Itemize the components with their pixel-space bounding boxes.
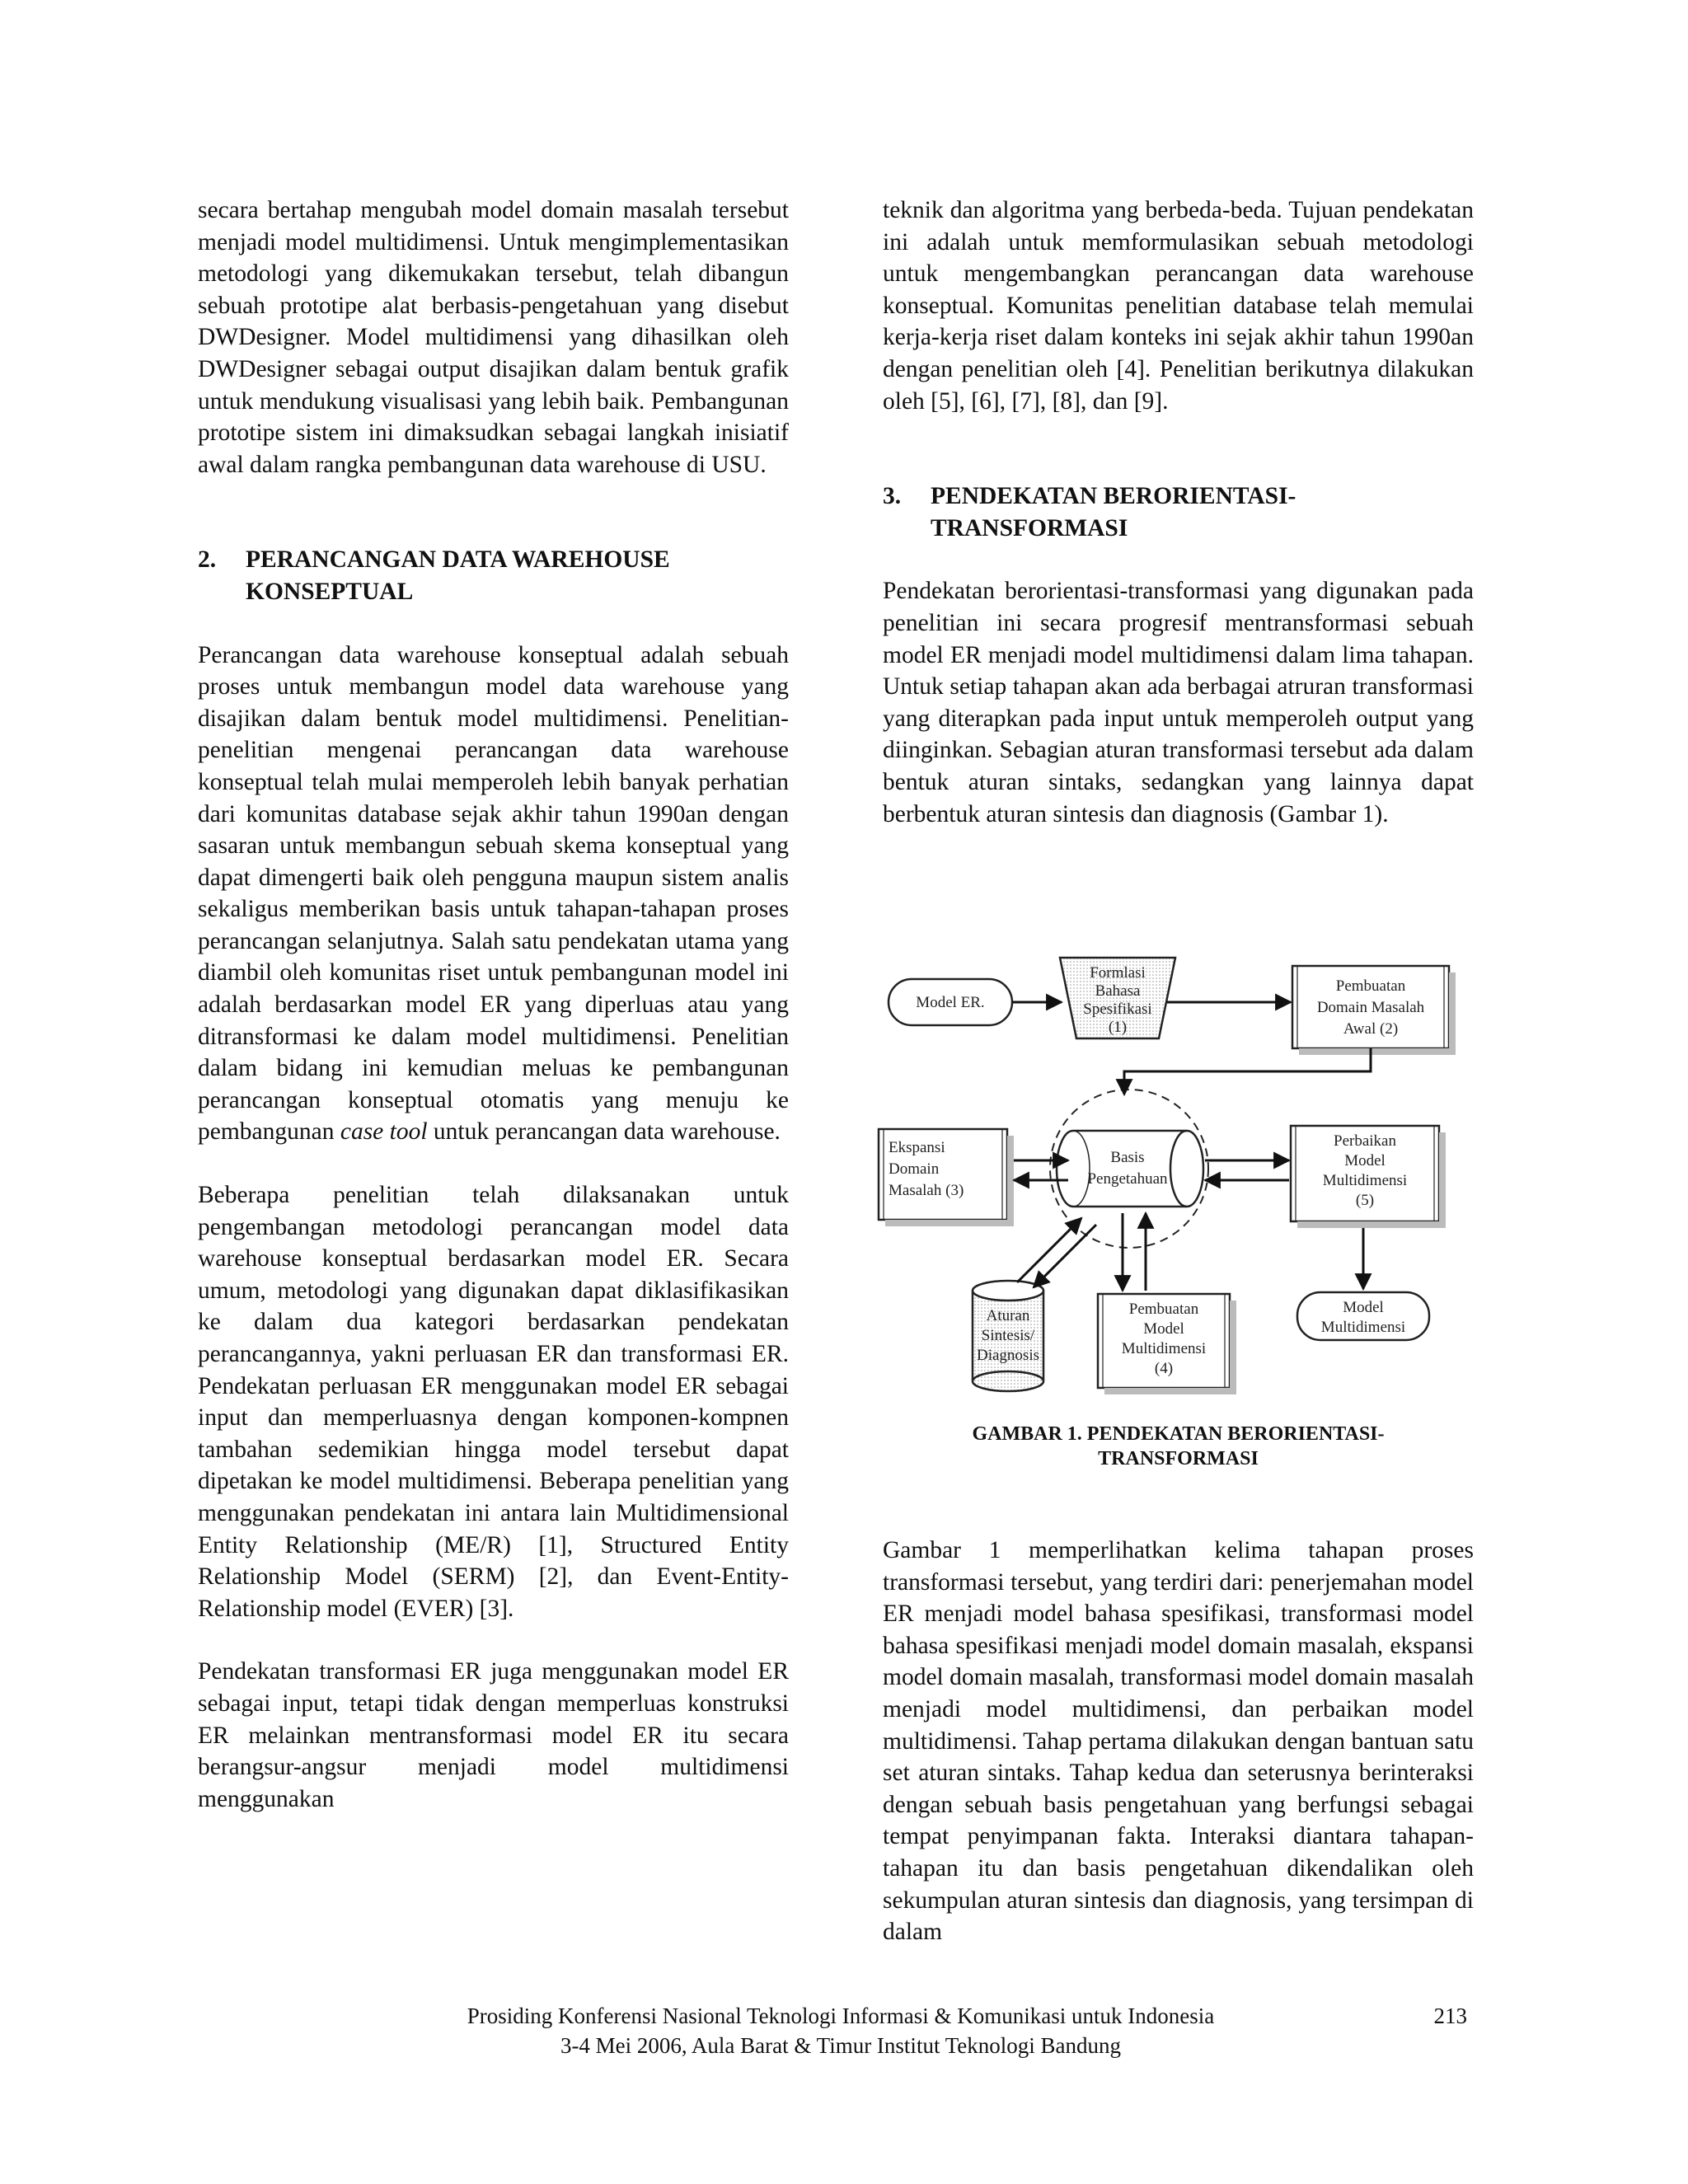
- page-number: 213: [1433, 2004, 1467, 2028]
- svg-text:Ekspansi: Ekspansi: [889, 1139, 945, 1156]
- pembuatan-domain-node: [1292, 966, 1456, 1055]
- model-multidimensi-node: [1297, 1292, 1429, 1340]
- footer-event-location: 3-4 Mei 2006, Aula Barat & Timur Institut Teknologi Bandung: [560, 2033, 1122, 2058]
- section-2-heading: [198, 544, 789, 607]
- svg-text:Model: Model: [1143, 1320, 1184, 1338]
- right-column-top: [883, 194, 1474, 830]
- svg-text:Model ER.: Model ER.: [916, 994, 985, 1011]
- svg-text:Pembuatan: Pembuatan: [1128, 1301, 1199, 1318]
- footer-proceedings: Prosiding Konferensi Nasional Teknologi Informasi & Komunikasi untuk Indonesia: [467, 2004, 1215, 2028]
- page-footer: [198, 2001, 1484, 2060]
- paragraph-er-methodologies: Beberapa penelitian telah dilaksanakan untuk pengembangan metodologi perancangan model data warehouse konseptual berdasarkan model ER. Secara umum, metodologi yang digunakan dapat diklasifikasikan ke dalam dua kategori berdasarkan pendekatan perancangannya, yakni perluasan ER dan transformasi ER. Pendekatan perluasan ER menggunakan model ER sebagai input dan memperluasnya dengan komponen-kompnen tambahan sedemikian hingga model tersebut dapat dipetakan ke model multidimensi. Beberapa penelitian yang menggunakan pendekatan ini antara lain Multidimensional Entity Relationship (ME/R) [1], Structured Entity Relationship Model (SERM) [2], dan Event-Entity-Relationship model (EVER) [3].: [198, 1182, 789, 1622]
- section-2-title: PERANCANGAN DATA WAREHOUSE KONSEPTUAL: [246, 546, 670, 605]
- svg-text:Aturan: Aturan: [986, 1307, 1030, 1324]
- svg-text:Masalah (3): Masalah (3): [889, 1182, 964, 1199]
- model-er-node: [889, 979, 1012, 1025]
- paragraph-intro-continued: secara bertahap mengubah model domain masalah tersebut menjadi model multidimensi. Untuk mengimplementasikan metodologi yang dikemukakan tersebut, telah dibangun sebuah prototipe alat berbasis-pengetahuan yang disebut DWDesigner. Model multidimensi yang dihasilkan oleh DWDesigner sebagai output disajikan dalam bentuk grafik untuk mendukung visualisasi yang lebih baik. Pembangunan prototipe sistem ini dimaksudkan sebagai langkah inisiatif awal dalam rangka pembangunan data warehouse di USU.: [198, 197, 789, 478]
- pembuatan-model-node: [1098, 1294, 1236, 1394]
- svg-text:Bahasa: Bahasa: [1095, 982, 1141, 1000]
- paragraph-figure-explanation: Gambar 1 memperlihatkan kelima tahapan proses transformasi tersebut, yang terdiri dari: penerjemahan model ER menjadi model bahasa spesifikasi, transformasi model bahasa spesifikasi menjadi model domain masalah, ekspansi model domain masalah, transformasi model domain masalah menjadi model multidimensi, dan perbaikan model multidimensi. Tahap pertama dilakukan dengan bantuan satu set aturan sintaks. Tahap kedua dan seterusnya berinteraksi dengan sebuah basis pengetahuan yang berfungsi sebagai tempat penyimpanan fakta. Interaksi diantara tahapan-tahapan itu dan basis pengetahuan dikendalikan oleh sekumpulan aturan sintesis dan diagnosis, yang tersimpan di dalam: [883, 1537, 1474, 1946]
- svg-text:Awal (2): Awal (2): [1343, 1020, 1399, 1038]
- svg-text:(5): (5): [1355, 1192, 1375, 1209]
- svg-text:Multidimensi: Multidimensi: [1320, 1319, 1406, 1336]
- figure-1-diagram: [875, 948, 1485, 1409]
- svg-text:Multidimensi: Multidimensi: [1121, 1340, 1207, 1357]
- case-tool-italic: case tool: [340, 1118, 428, 1146]
- svg-text:(4): (4): [1154, 1360, 1174, 1377]
- section-3-number: 3.: [883, 483, 902, 510]
- svg-text:Formlasi: Formlasi: [1090, 964, 1146, 982]
- formulasi-node: [1060, 958, 1175, 1038]
- paragraph-conceptual-design: Perancangan data warehouse konseptual adalah sebuah proses untuk membangun model data warehouse yang disajikan dalam bentuk model multidimensi. Penelitian-penelitian mengenai perancangan data warehouse konseptual telah mulai memperoleh lebih banyak perhatian dari komunitas database sejak akhir tahun 1990an dengan sasaran untuk membangun sebuah skema konseptual yang dapat dimengerti baik oleh pengguna maupun sistem analis sekaligus memberikan basis untuk tahapan-tahapan proses perancangan selanjutnya. Salah satu pendekatan utama yang diambil oleh komunitas riset untuk pembangunan model ini adalah berdasarkan model ER yang diperluas atau yang ditransformasi ke dalam model multidimensi. Penelitian dalam bidang ini kemudian meluas ke pembangunan perancangan konseptual otomatis yang menuju ke pembangunan case tool untuk perancangan data warehouse.: [198, 641, 789, 1146]
- svg-text:Model: Model: [1344, 1152, 1386, 1169]
- svg-text:Sintesis/: Sintesis/: [981, 1327, 1035, 1344]
- basis-pengetahuan-node: [1057, 1131, 1203, 1207]
- paragraph-techniques: teknik dan algoritma yang berbeda-beda. Tujuan pendekatan ini adalah untuk memformulasikan sebuah metodologi untuk mengembangkan perancangan data warehouse konseptual. Komunitas penelitian database telah memulai kerja-kerja riset dalam konteks ini sejak akhir tahun 1990an dengan penelitian oleh [4]. Penelitian berikutnya dilakukan oleh [5], [6], [7], [8], dan [9].: [883, 197, 1474, 415]
- section-3-heading: [883, 480, 1474, 544]
- svg-text:Spesifikasi: Spesifikasi: [1083, 1001, 1152, 1018]
- left-column: [198, 194, 789, 1815]
- svg-text:Diagnosis: Diagnosis: [977, 1347, 1039, 1364]
- right-column-bottom: [883, 1535, 1474, 1948]
- svg-text:Pembuatan: Pembuatan: [1335, 977, 1406, 995]
- section-2-number: 2.: [198, 546, 217, 574]
- ekspansi-node: [879, 1129, 1014, 1226]
- perbaikan-node: [1291, 1126, 1446, 1228]
- svg-text:Pengetahuan: Pengetahuan: [1087, 1170, 1168, 1188]
- svg-text:Perbaikan: Perbaikan: [1334, 1132, 1396, 1150]
- svg-text:Basis: Basis: [1110, 1149, 1145, 1166]
- aturan-node: [973, 1281, 1043, 1391]
- section-3-title: PENDEKATAN BERORIENTASI-TRANSFORMASI: [931, 483, 1296, 541]
- svg-text:Domain Masalah: Domain Masalah: [1316, 999, 1425, 1016]
- svg-text:Multidimensi: Multidimensi: [1322, 1172, 1408, 1189]
- svg-text:Model: Model: [1343, 1299, 1384, 1316]
- svg-text:Domain: Domain: [889, 1160, 940, 1178]
- paragraph-er-transformation: Pendekatan transformasi ER juga menggunakan model ER sebagai input, tetapi tidak dengan memperluas konstruksi ER melainkan mentransformasi model ER itu secara berangsur-angsur menjadi model multidimensi menggunakan: [198, 1658, 789, 1812]
- svg-text:(1): (1): [1108, 1019, 1128, 1036]
- figure-1-caption: GAMBAR 1. PENDEKATAN BERORIENTASI- TRANSFORMASI: [972, 1423, 1385, 1469]
- paragraph-transformation-approach: Pendekatan berorientasi-transformasi yang digunakan pada penelitian ini secara progresif mentransformasi sebuah model ER menjadi model multidimensi dalam lima tahapan. Untuk setiap tahapan akan ada berbagai atruran transformasi yang diterapkan pada input untuk memperoleh output yang diinginkan. Sebagian aturan transformasi tersebut ada dalam bentuk aturan sintaks, sedangkan yang lainnya dapat berbentuk aturan sintesis dan diagnosis (Gambar 1).: [883, 578, 1474, 827]
